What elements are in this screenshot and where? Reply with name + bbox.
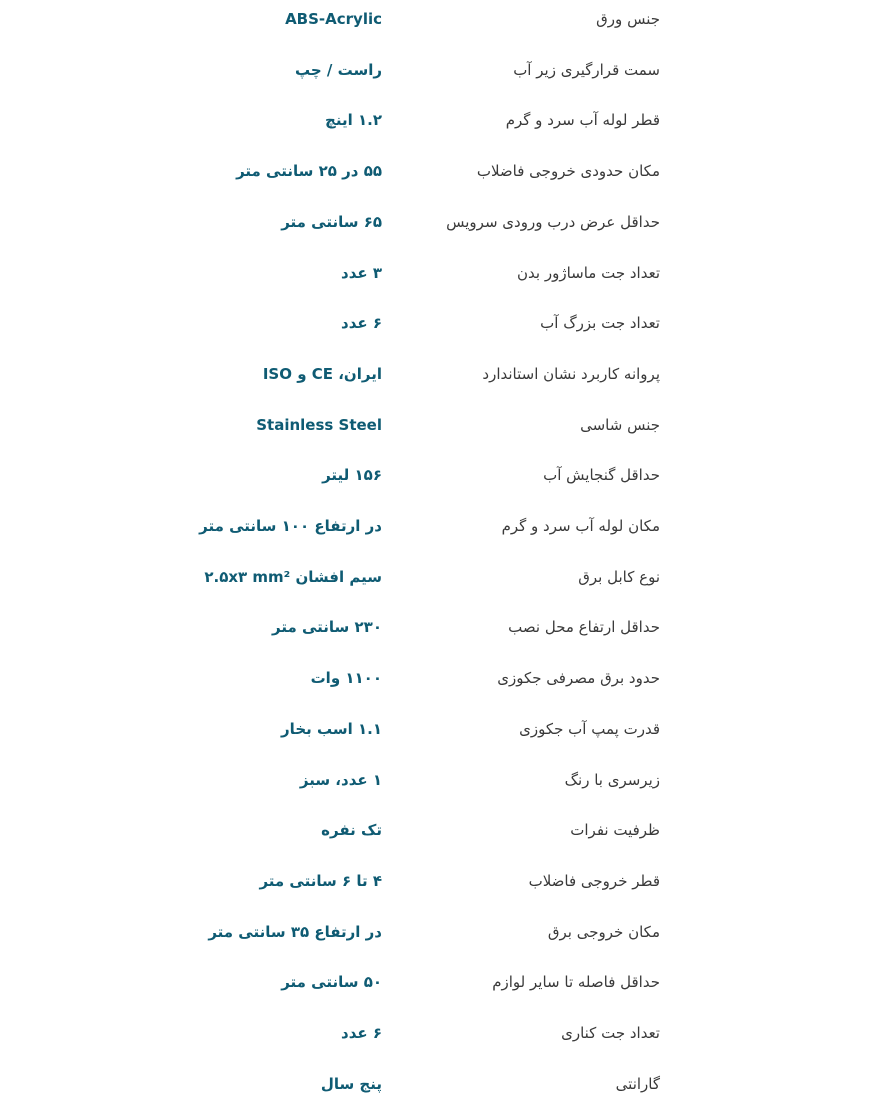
spec-value: ۵۵ در ۲۵ سانتی متر	[236, 162, 382, 181]
spec-row	[0, 755, 870, 805]
spec-row	[0, 805, 870, 855]
spec-value: سیم افشان ۲.۵x۳ mm²	[204, 567, 382, 586]
spec-label: قطر لوله آب سرد و گرم	[505, 111, 660, 130]
spec-row	[0, 400, 870, 450]
spec-value: تک نفره	[321, 821, 382, 840]
spec-row	[0, 248, 870, 298]
spec-row	[0, 602, 870, 652]
spec-value: ۶ عدد	[341, 314, 382, 333]
spec-label: تعداد جت بزرگ آب	[540, 314, 660, 333]
spec-value: ۵۰ سانتی متر	[281, 973, 382, 992]
spec-label: حدود برق مصرفی جکوزی	[497, 669, 660, 688]
spec-value: ایران، CE و ISO	[262, 364, 382, 383]
spec-label: قدرت پمپ آب جکوزی	[519, 719, 660, 738]
spec-row	[0, 146, 870, 196]
spec-value: ۲۳۰ سانتی متر	[272, 618, 382, 637]
spec-label: سمت قرارگیری زیر آب	[513, 60, 660, 79]
spec-row	[0, 0, 870, 44]
spec-row	[0, 552, 870, 602]
spec-label: حداقل عرض درب ورودی سرویس	[446, 212, 660, 231]
spec-label: حداقل فاصله تا سایر لوازم	[492, 973, 660, 992]
spec-value: ۴ تا ۶ سانتی متر	[259, 871, 382, 890]
spec-label: نوع کابل برق	[578, 567, 660, 586]
spec-label: جنس ورق	[596, 10, 660, 28]
spec-row	[0, 95, 870, 145]
spec-label: مکان خروجی برق	[547, 922, 660, 941]
spec-label: قطر خروجی فاضلاب	[528, 871, 660, 890]
spec-value: ۱۵۶ لیتر	[322, 466, 382, 485]
spec-value: ۶۵ سانتی متر	[281, 212, 382, 231]
spec-row	[0, 1008, 870, 1058]
spec-value: Stainless Steel	[256, 415, 382, 434]
spec-label: تعداد جت کناری	[561, 1024, 660, 1042]
spec-value: ABS-Acrylic	[285, 10, 382, 28]
spec-value: پنج سال	[320, 1074, 382, 1093]
spec-value: ۱.۲ اینچ	[325, 111, 382, 130]
spec-row	[0, 1059, 870, 1109]
spec-value: ۳ عدد	[341, 263, 382, 282]
spec-label: پروانه کاربرد نشان استاندارد	[482, 364, 660, 383]
spec-row	[0, 450, 870, 500]
spec-row	[0, 197, 870, 247]
spec-row	[0, 957, 870, 1007]
spec-row	[0, 298, 870, 348]
spec-row	[0, 45, 870, 95]
spec-row	[0, 653, 870, 703]
spec-label: زیرسری با رنگ	[564, 770, 660, 789]
spec-row	[0, 349, 870, 399]
spec-label: حداقل ارتفاع محل نصب	[508, 618, 660, 637]
spec-row	[0, 704, 870, 754]
spec-value: در ارتفاع ۱۰۰ سانتی متر	[199, 517, 382, 535]
spec-label: مکان لوله آب سرد و گرم	[501, 517, 660, 535]
spec-value: ۱۱۰۰ وات	[310, 669, 382, 688]
spec-value: ۱.۱ اسب بخار	[281, 719, 382, 738]
spec-value: ۶ عدد	[341, 1024, 382, 1042]
spec-row	[0, 501, 870, 551]
spec-label: مکان حدودی خروجی فاضلاب	[476, 162, 660, 181]
spec-row	[0, 856, 870, 906]
spec-label: گارانتی	[615, 1074, 660, 1093]
spec-label: حداقل گنجایش آب	[543, 466, 660, 485]
spec-label: ظرفیت نفرات	[570, 821, 660, 840]
spec-label: جنس شاسی	[580, 415, 660, 434]
spec-row	[0, 907, 870, 957]
spec-value: ۱ عدد، سبز	[299, 770, 382, 789]
spec-value: راست / چپ	[294, 60, 382, 79]
spec-label: تعداد جت ماساژور بدن	[517, 263, 660, 282]
spec-value: در ارتفاع ۳۵ سانتی متر	[208, 922, 382, 941]
